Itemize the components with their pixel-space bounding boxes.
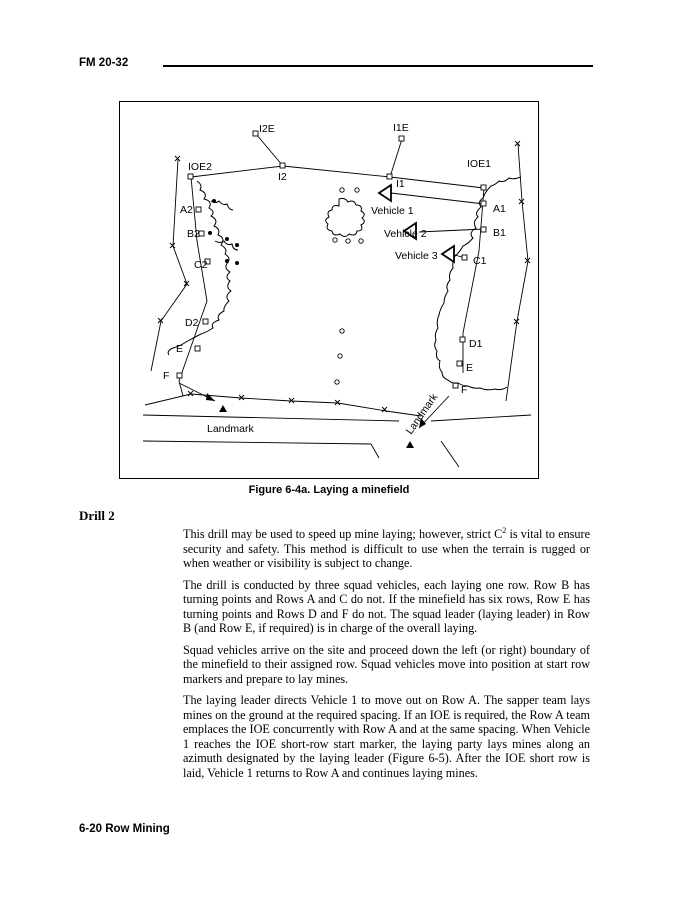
landmark-right-marker — [406, 441, 414, 448]
row-markers — [177, 131, 486, 388]
label-a1: A1 — [493, 203, 506, 215]
ioe-fence-line — [191, 166, 484, 188]
label-landmark-right: Landmark — [403, 391, 441, 437]
label-i1: I1 — [396, 178, 405, 190]
manual-id: FM 20-32 — [79, 57, 129, 69]
label-vehicle3: Vehicle 3 — [395, 250, 438, 262]
tree-clump — [326, 198, 365, 236]
label-f-left: F — [163, 370, 170, 382]
label-b2: B2 — [187, 228, 200, 240]
vehicle1-row-a-line — [391, 193, 484, 204]
left-mine-dots — [208, 199, 239, 265]
label-vehicle2: Vehicle 2 — [384, 228, 427, 240]
road-line-right — [431, 415, 531, 421]
label-e-left: E — [176, 343, 184, 355]
label-d1: D1 — [469, 338, 483, 350]
label-i1e: I1E — [393, 122, 409, 134]
paragraph-2: The drill is conducted by three squad vehicles, each laying one row. Row B has turning points and Rows A and C do not. If the minefield has six rows, Row E has turning points and Rows D and F do not. The squad leader (laying leader) in Row B (and Row E, if required) is in charge of the overall laying. — [183, 577, 590, 635]
label-i2: I2 — [278, 171, 287, 183]
label-a2: A2 — [180, 204, 193, 216]
label-vehicle1: Vehicle 1 — [371, 205, 414, 217]
label-f-right: F — [461, 384, 468, 396]
road-line-top — [143, 415, 399, 421]
left-arrow-head — [206, 393, 215, 401]
label-d2: D2 — [185, 317, 199, 329]
right-boundary-fence — [506, 144, 528, 401]
label-e-right: E — [466, 362, 474, 374]
i1-spur — [390, 139, 402, 177]
figure-caption: Figure 6-4a. Laying a minefield — [248, 484, 410, 496]
label-ioe1: IOE1 — [467, 158, 491, 170]
vehicle1-marker — [379, 185, 391, 201]
road-curb-right — [371, 444, 379, 458]
label-i2e: I2E — [259, 123, 275, 135]
road-right-branch — [441, 441, 459, 467]
landmark-left-marker — [219, 405, 227, 412]
paragraph-3: Squad vehicles arrive on the site and proceed down the left (or right) boundary of the minefield to their assigned row. Squad vehicles move into position at start row markers and prepare to lay mines. — [183, 642, 590, 686]
body-text — [183, 527, 590, 787]
minefield-diagram — [120, 102, 540, 480]
page-footer: 6-20 Row Mining — [79, 823, 170, 835]
i2-spur — [256, 134, 283, 166]
section-title: Drill 2 — [79, 508, 115, 523]
label-c1: C1 — [473, 255, 487, 267]
interior-mines — [333, 188, 363, 384]
figure-minefield-diagram — [119, 101, 539, 479]
rear-boundary-fence — [145, 394, 421, 416]
label-ioe2: IOE2 — [188, 161, 212, 173]
paragraph-4: The laying leader directs Vehicle 1 to move out on Row A. The sapper team lays mines on the ground at the required spacing. If an IOE is required, the Row A team emplaces the IOE concurrently with Row A and at the same spacing. When Vehicle 1 reaches the IOE short-row start marker, the laying party lays mines along an azimuth designated by the laying leader (Figure 6-5). After the IOE short row is laid, Vehicle 1 returns to Row A and continues laying mines. — [183, 693, 590, 780]
paragraph-1: This drill may be used to speed up mine laying; however, strict $C^2$ is vital to ensure security and safety. This method is difficult to use when the terrain is rugged or when weather or visibility is subject to change. — [183, 526, 590, 570]
header-rule — [163, 65, 593, 67]
road-line-left — [143, 441, 371, 444]
left-boundary-fence — [151, 159, 187, 371]
label-b1: B1 — [493, 227, 506, 239]
label-c2: C2 — [194, 259, 208, 271]
right-mine-cluster — [435, 177, 521, 390]
vehicle3-marker — [442, 246, 454, 262]
label-landmark-left: Landmark — [207, 423, 254, 435]
